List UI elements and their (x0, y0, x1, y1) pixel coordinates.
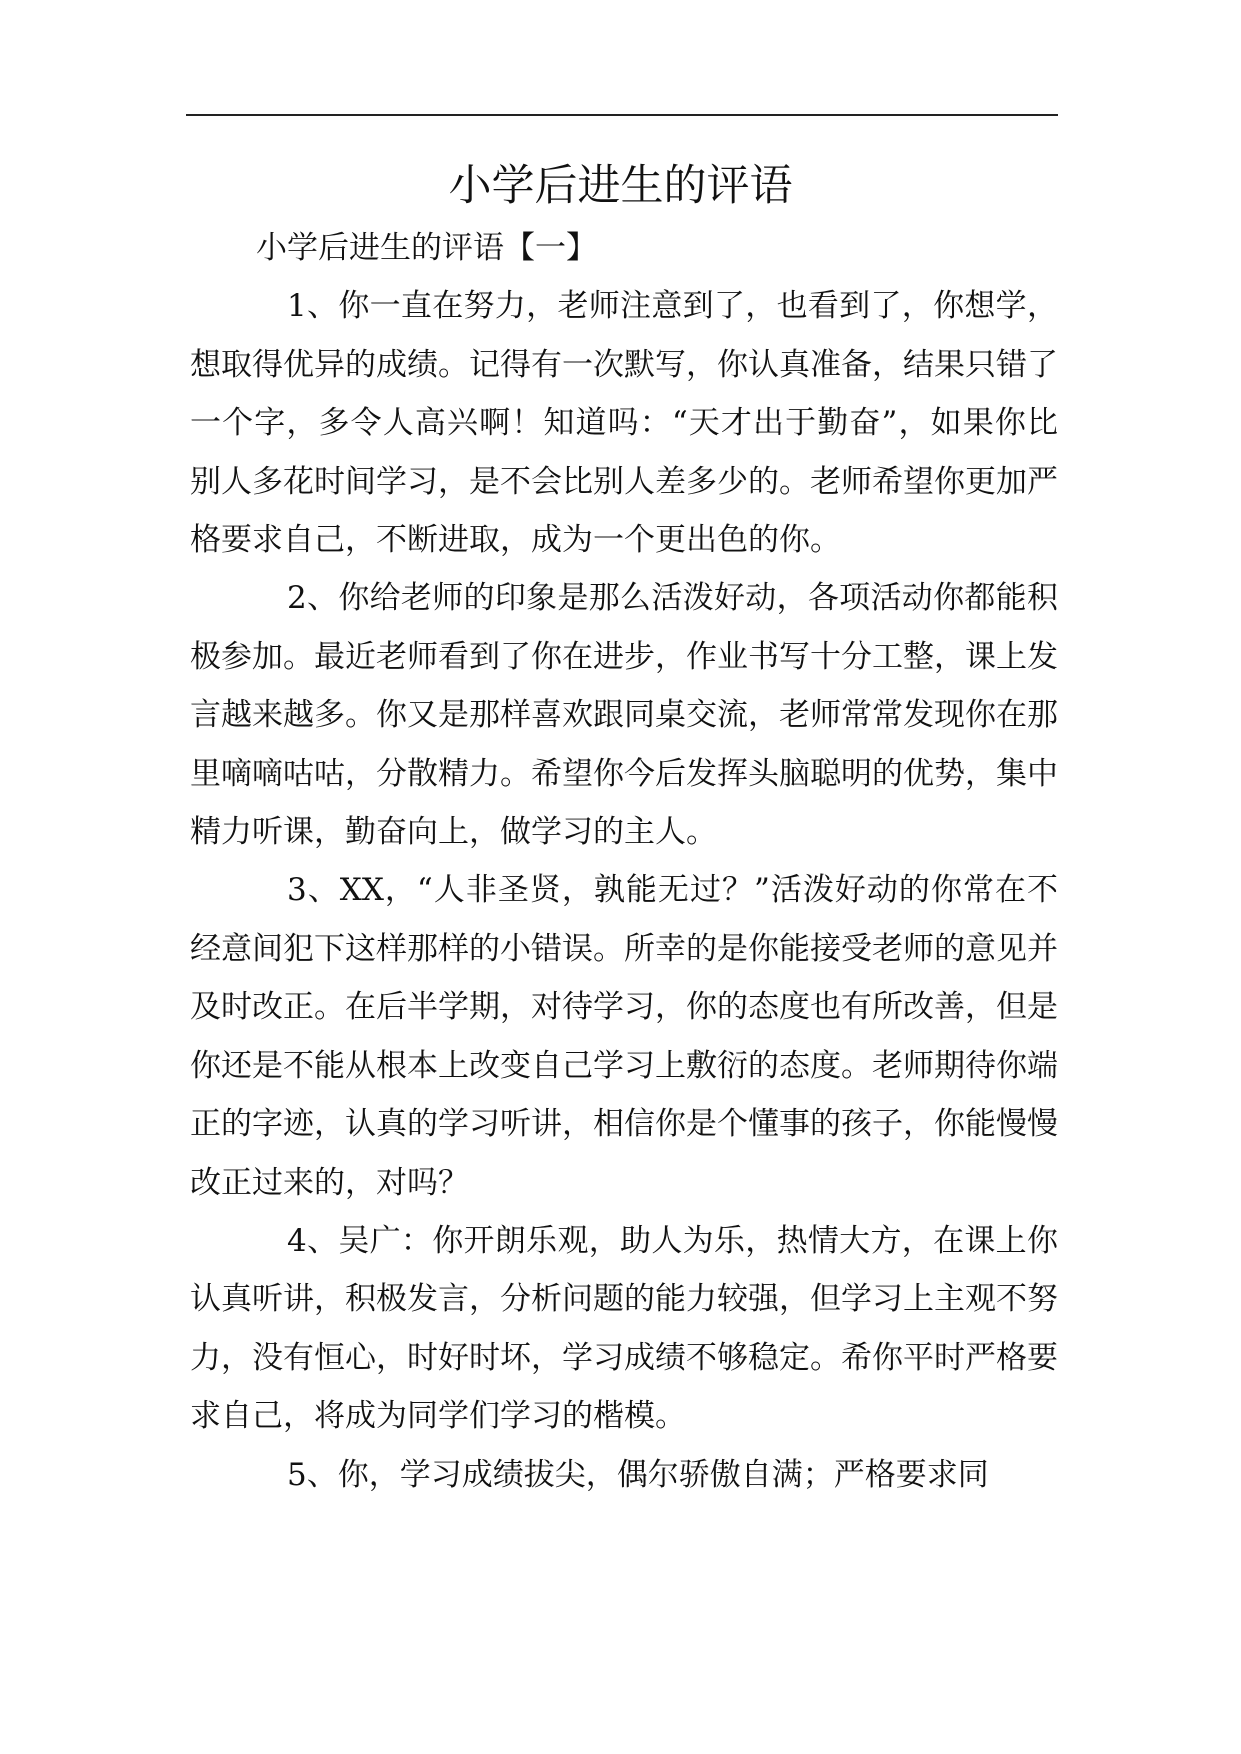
paragraph-5: 5、你，学习成绩拔尖，偶尔骄傲自满；严格要求同 (287, 1456, 989, 1493)
paragraph-3: 3、XX，“人非圣贤，孰能无过？”活泼好动的你常在不经意间犯下这样那样的小错误。所幸的是你能接受老师的意见并及时改正。在后半学期，对待学习，你的态度也有所改善，但是你还是不能从根本上改变自己学习上敷衍的态度。老师期待你端正的字迹，认真的学习听讲，相信你是个懂事的孩子，你能慢慢改正过来的，对吗？ (190, 872, 1058, 1201)
document-title: 小学后进生的评语 (448, 161, 793, 211)
paragraph-4: 4、吴广：你开朗乐观，助人为乐，热情大方，在课上你认真听讲，积极发言，分析问题的能力较强，但学习上主观不努力，没有恒心，时好时坏，学习成绩不够稳定。希你平时严格要求自己，将成为同学们学习的楷模。 (190, 1222, 1058, 1435)
paragraph-2: 2、你给老师的印象是那么活泼好动，各项活动你都能积极参加。最近老师看到了你在进步，作业书写十分工整，课上发言越来越多。你又是那样喜欢跟同桌交流，老师常常发现你在那里嘀嘀咕咕，分散精力。希望你今后发挥头脑聪明的优势，集中精力听课，勤奋向上，做学习的主人。 (190, 580, 1058, 851)
header-rule (186, 114, 1058, 116)
paragraph-1: 1、你一直在努力，老师注意到了，也看到了，你想学，想取得优异的成绩。记得有一次默写，你认真准备，结果只错了一个字，多令人高兴啊！知道吗：“天才出于勤奋”，如果你比别人多花时间学习，是不会比别人差多少的。老师希望你更加严格要求自己，不断进取，成为一个更出色的你。 (190, 288, 1058, 559)
document-body (190, 219, 1058, 1504)
section-heading: 小学后进生的评语【一】 (256, 230, 597, 266)
